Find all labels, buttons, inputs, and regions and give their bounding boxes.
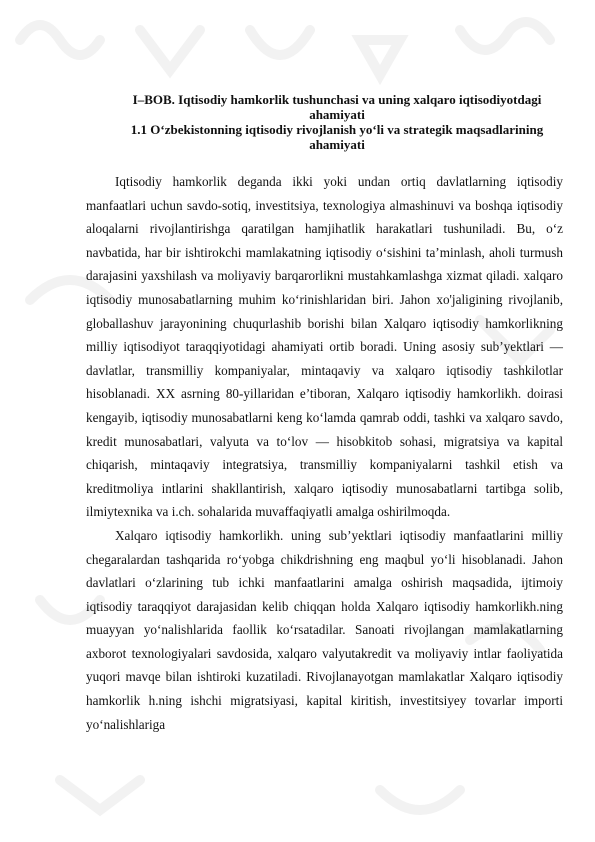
paragraph: Xalqaro iqtisodiy hamkorlikh. uning sub’yektlari iqtisodiy manfaatlarini milliy chegaralardan tashqarida ro‘yobga chikdrishning eng maqbul yo‘li hisoblanadi. Jahon davlatlari o‘zlarining tub ichki manfaatlarini amalga oshirish maqsadida, ijtimoiy iqtisodiy taraqqiyot darajasidan kelib chiqqan holda Xalqaro iqtisodiy hamkorlikh.ning muayyan yo‘nalishlarida faollik ko‘rsatadilar. Sanoati rivojlangan mamlakatlarning axborot texnologiyalari savdosida, xalqaro valyutakredit va moliyaviy intlar faoliyatida yuqori mavqe bilan ishtiroki kuzatiladi. Rivojlanayotgan mamlakatlar Xalqaro iqtisodiy hamkorlik h.ning ishchi migratsiyasi, kapital kiritish, investitsiyey tovarlar importi yo‘nalishlariga <box>86 527 563 732</box>
document-body <box>86 170 563 736</box>
section-heading: 1.1 O‘zbekistonning iqtisodiy rivojlanish yo‘li va strategik maqsadlarining ahamiyati <box>130 122 544 152</box>
paragraph: Iqtisodiy hamkorlik deganda ikki yoki undan ortiq davlatlarning iqtisodiy manfaatlari uchun savdo-sotiq, investitsiya, texnologiya almashinuvi va boshqa iqtisodiy aloqalarni rivojlantirishga qaratilgan hamjihatlik harakatlari tushuniladi. Bu, o‘z navbatida, har bir ishtirokchi mamlakatning iqtisodiy o‘sishini ta’minlash, aholi turmush darajasini yaxshilash va moliyaviy barqarorlikni mustahkamlashga xizmat qiladi. xalqaro iqtisodiy munosabatlarning muhim ko‘rinishlaridan biri. Jahon xo'jaligining rivojlanib, globallashuv jarayonining chuqurlashib borishi bilan Xalqaro iqtisodiy hamkorlikning milliy iqtisodiyot taraqqiyotidagi ahamiyati ortib boradi. Uning asosiy sub’yektlari — davlatlar, transmilliy kompaniyalar, mintaqaviy va xalqaro iqtisodiy tashkilotlar hisoblanadi. XX asrning 80-yillaridan e’tiboran, Xalqaro iqtisodiy hamkorlikh. doirasi kengayib, iqtisodiy munosabatlarni keng ko‘lamda qamrab oddi, tashki va xalqaro savdo, kredit munosabatlari, valyuta va to‘lov — hisobkitob sohasi, migratsiya va kapital chiqarish, mintaqaviy integratsiya, transmilliy kompaniyalarni tashkil etish va kreditmoliya intlarini shakllantirish, xalqaro iqtisodiy munosabatlarni tartibga solib, ilmiytexnika va i.ch. sohalarida muvaffaqiyatli amalga oshirilmoqda. <box>86 174 563 520</box>
chapter-heading: I–BOB. Iqtisodiy hamkorlik tushunchasi va uning xalqaro iqtisodiyotdagi ahamiyati <box>132 92 542 122</box>
